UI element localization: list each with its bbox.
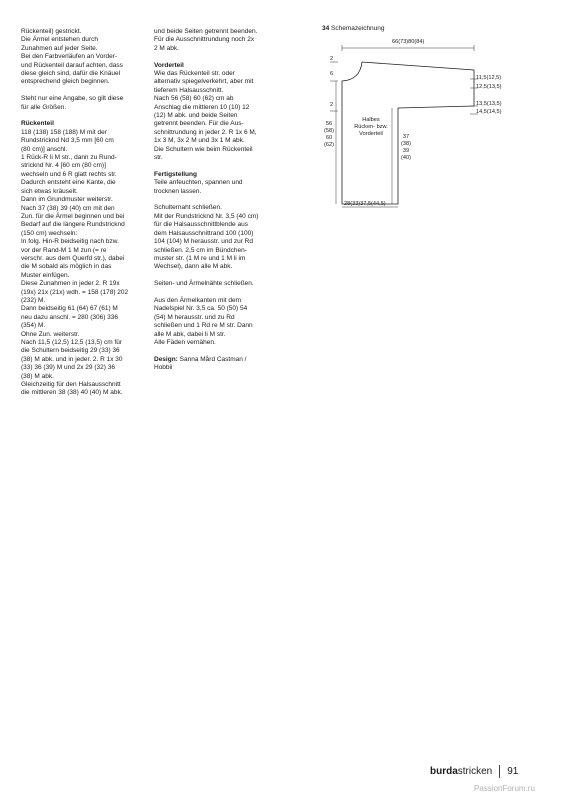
label-center: Halbes Rücken- bzw. Vorderteil xyxy=(354,117,388,137)
page-footer xyxy=(430,765,518,778)
paragraph-sizes-note: Steht nur eine Angabe, so gilt diese für alle Größen. xyxy=(21,95,124,111)
watermark: PassionForum.ru xyxy=(474,784,535,793)
heading-fertigstellung: Fertigstellung xyxy=(154,170,197,178)
label-left-2: 2 xyxy=(330,56,334,62)
design-text: Sanna Mård Castman / Hobbii xyxy=(154,355,247,372)
brand-rest: stricken xyxy=(457,766,493,777)
label-right-4: 14,5(14,5) xyxy=(476,109,502,115)
text-column-left xyxy=(21,28,143,406)
design-credit xyxy=(154,356,282,373)
design-label: Design: xyxy=(154,355,178,363)
label-right-3: 13,5(13,5) xyxy=(476,101,502,107)
label-left-6: 6 xyxy=(330,71,334,77)
label-top-width: 66(73)80(84) xyxy=(392,39,425,45)
paragraph-fertigstellung-2: Schulternaht schließen. Mit der Rundstricknd Nr. 3,5 (40 cm) für die Halsausschnittblende aus dem Halsausschnittrand 100 (100) 104 (104) M herausstr. und zur Rd schließen. 2,5 cm im Bündchen- muster str. (1 M re und 1 M li im Wechsel), dann alle M abk. xyxy=(154,204,259,271)
paragraph-fertigstellung-4: Aus den Ärmelkanten mit dem Nadelspiel Nr. 3,5 ca. 50 (50) 54 (54) M herausstr. und zu Rd schließen und 1 Rd re M str. Dann alle M abk, dabei li M str. Alle Fäden vernähen. xyxy=(154,296,253,346)
diagram-number: 34 xyxy=(322,25,330,32)
label-left-2b: 2 xyxy=(330,102,334,108)
brand-logo xyxy=(430,766,492,777)
label-inner-height: 37 (38) 39 (40) xyxy=(401,134,411,161)
label-right-1: 11,5(12,5) xyxy=(476,75,502,81)
label-bottom-width: 28(33)37,5(44,5) xyxy=(344,201,386,207)
label-right-2: 12,5(13,5) xyxy=(476,84,502,90)
paragraph-intro: Rückenteil) gestrickt. Die Ärmel entstehen durch Zunahmen auf jeder Seite. Bei den Farbverläufen an Vorder- und Rückenteil darauf achten, dass diese gleich sind, dafür die Knäuel entsprechend gleich beginnen. xyxy=(21,28,123,86)
paragraph-fertigstellung-3: Seiten- und Ärmelnähte schließen. xyxy=(154,280,254,288)
paragraph-continue: und beide Seiten getrennt beenden. Für die Ausschnittrundung noch 2x 2 M abk. xyxy=(154,28,258,52)
label-left-height: 56 (58) 60 (62) xyxy=(324,121,334,148)
paragraph-fertigstellung-1: Teile anfeuchten, spannen und trocknen lassen. xyxy=(154,179,243,195)
brand-bold: burda xyxy=(430,766,458,777)
diagram-title-text: Schemazeichnung xyxy=(329,25,385,32)
heading-rueckenteil: Rückenteil xyxy=(21,120,54,128)
heading-vorderteil: Vorderteil xyxy=(154,61,184,69)
footer-separator xyxy=(499,765,500,778)
paragraph-rueckenteil: 118 (138) 158 (188) M mit der Rundstricknd Nd 3,5 mm [60 cm (80 cm)] anschl. 1 Rück-R li M str., dann zu Rund- stricknd Nr. 4 [60 cm (80 cm)] wechseln und 6 R glatt rechts str. Dadurch entsteht eine Kante, die sich etwas kräuselt. Dann im Grundmuster weiterstr. Nach 37 (38) 39 (40) cm mit den Zun. für die Ärmel beginnen und bei Bedarf auf die längere Rundstricknd (150 cm) wechseln: In folg. Hin-R beidseitig nach bzw. vor der Rand-M 1 M zun (= re verschr. aus dem Querfd str.), dabei die M sobald als möglich in das Muster einfügen. Diese Zunahmen in jeder 2. R 19x (19x) 21x (21x) wdh. = 158 (178) 202 (232) M. Dann beidseitig 61 (64) 67 (61) M neu dazu anschl. = 280 (306) 336 (354) M. Ohne Zun. weiterstr. Nach 11,5 (12,5) 12,5 (13,5) cm für die Schultern beidseitig 29 (33) 36 (38) M abk. und in jeder. 2. R 1x 30 (33) 36 (39) M und 2x 29 (32) 36 (38) M abk. Gleichzeitig für den Halsausschnitt die mittleren 38 (38) 40 (40) M abk. xyxy=(21,128,129,397)
text-column-middle xyxy=(154,28,282,381)
paragraph-vorderteil: Wie das Rückenteil str. oder alternativ spiegelverkehrt, aber mit tieferem Halsausschnitt. Nach 56 (58) 60 (62) cm ab Anschlag die mittleren 10 (10) 12 (12) M abk. und beide Seiten getrennt beenden. Für die Aus- schnittrundung in jeder 2. R 1x 6 M, 1x 3 M, 3x 2 M und 3x 1 M abk. Die Schultern wie beim Rückenteil str. xyxy=(154,70,257,162)
page-number: 91 xyxy=(507,766,519,777)
